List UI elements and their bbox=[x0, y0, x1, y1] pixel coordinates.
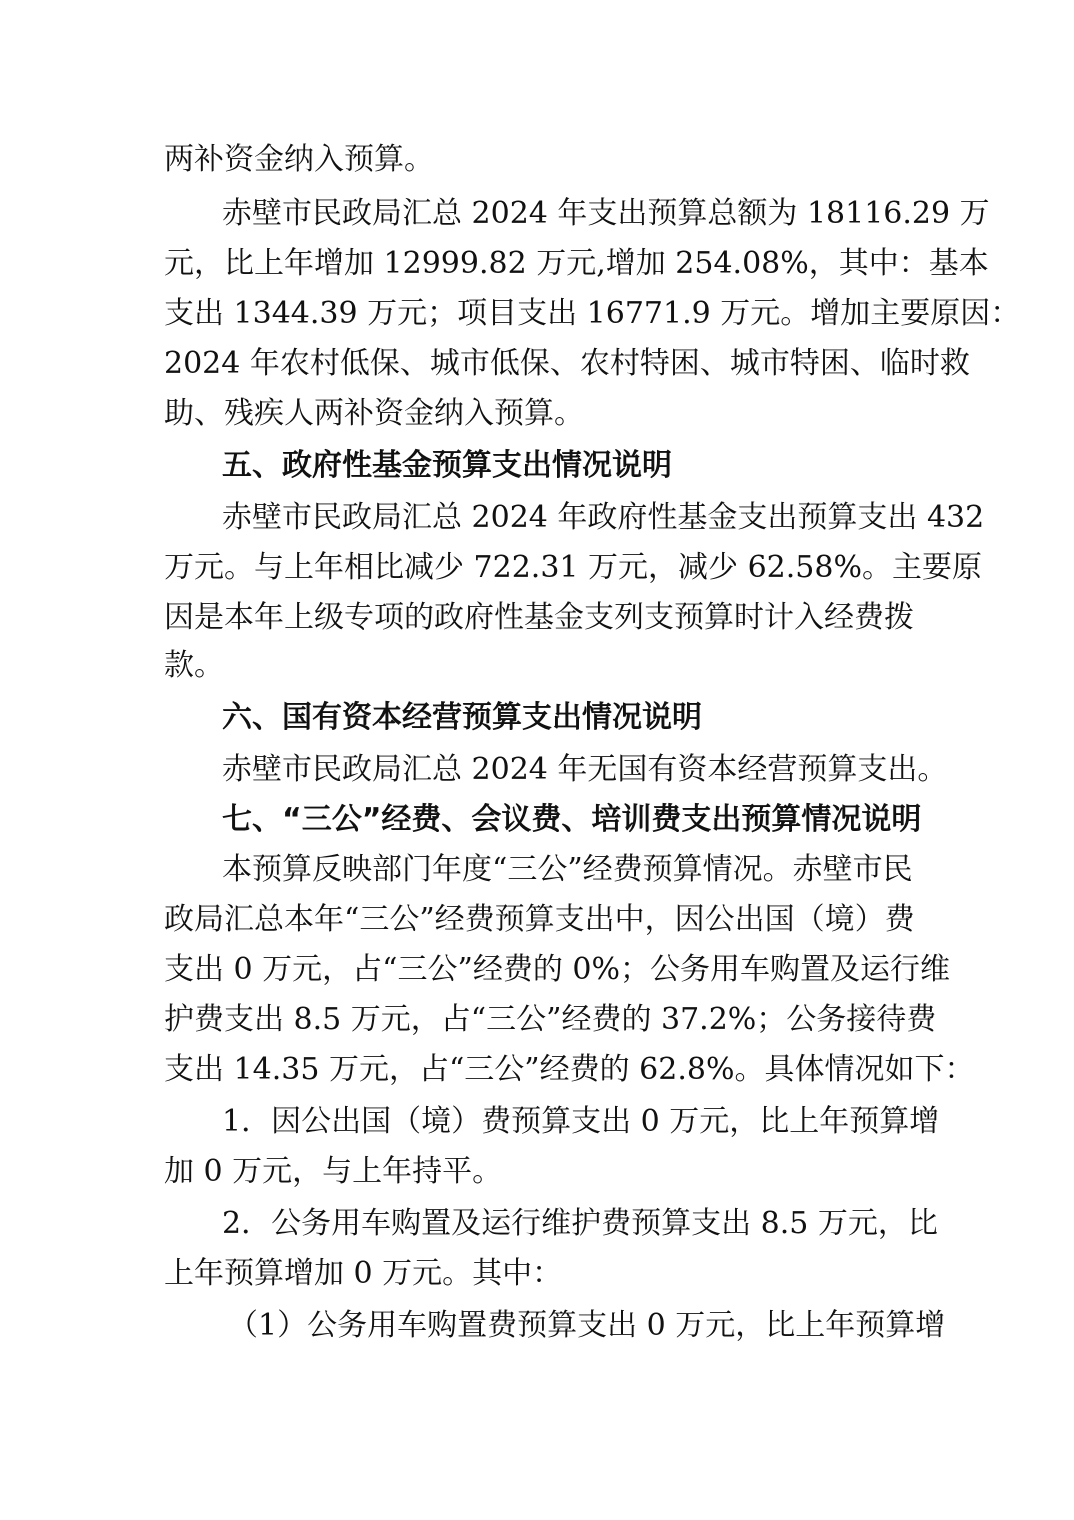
paragraph-line: 赤壁市民政局汇总 2024 年无国有资本经营预算支出。 bbox=[222, 752, 948, 787]
paragraph-line: 两补资金纳入预算。 bbox=[164, 142, 434, 177]
paragraph-line: 因是本年上级专项的政府性基金支列支预算时计入经费拨 bbox=[164, 600, 914, 635]
paragraph-line: 支出 1344.39 万元；项目支出 16771.9 万元。增加主要原因： bbox=[164, 296, 1021, 331]
section-heading: 六、国有资本经营预算支出情况说明 bbox=[222, 700, 702, 735]
section-heading: 五、政府性基金预算支出情况说明 bbox=[222, 448, 672, 483]
paragraph-line: 政局汇总本年“三公”经费预算支出中，因公出国（境）费 bbox=[164, 902, 915, 937]
paragraph-line: 元，比上年增加 12999.82 万元,增加 254.08%，其中：基本 bbox=[164, 246, 989, 281]
paragraph-line: 2．公务用车购置及运行维护费预算支出 8.5 万元，比 bbox=[222, 1206, 938, 1241]
paragraph-line: 助、残疾人两补资金纳入预算。 bbox=[164, 396, 584, 431]
section-heading: 七、“三公”经费、会议费、培训费支出预算情况说明 bbox=[222, 802, 922, 837]
paragraph-line: 护费支出 8.5 万元，占“三公”经费的 37.2%；公务接待费 bbox=[164, 1002, 937, 1037]
paragraph-line: 加 0 万元，与上年持平。 bbox=[164, 1154, 503, 1189]
paragraph-line: 支出 0 万元，占“三公”经费的 0%；公务用车购置及运行维 bbox=[164, 952, 950, 987]
paragraph-line: 支出 14.35 万元，占“三公”经费的 62.8%。具体情况如下： bbox=[164, 1052, 975, 1087]
paragraph-line: （1）公务用车购置费预算支出 0 万元，比上年预算增 bbox=[228, 1308, 946, 1343]
paragraph-line: 1．因公出国（境）费预算支出 0 万元，比上年预算增 bbox=[222, 1104, 940, 1139]
paragraph-line: 万元。与上年相比减少 722.31 万元，减少 62.58%。主要原 bbox=[164, 550, 982, 585]
paragraph-line: 赤壁市民政局汇总 2024 年支出预算总额为 18116.29 万 bbox=[222, 196, 990, 231]
paragraph-line: 赤壁市民政局汇总 2024 年政府性基金支出预算支出 432 bbox=[222, 500, 985, 535]
paragraph-line: 2024 年农村低保、城市低保、农村特困、城市特困、临时救 bbox=[164, 346, 970, 381]
paragraph-line: 款。 bbox=[164, 648, 224, 683]
paragraph-line: 上年预算增加 0 万元。其中： bbox=[164, 1256, 563, 1291]
paragraph-line: 本预算反映部门年度“三公”经费预算情况。赤壁市民 bbox=[222, 852, 913, 887]
